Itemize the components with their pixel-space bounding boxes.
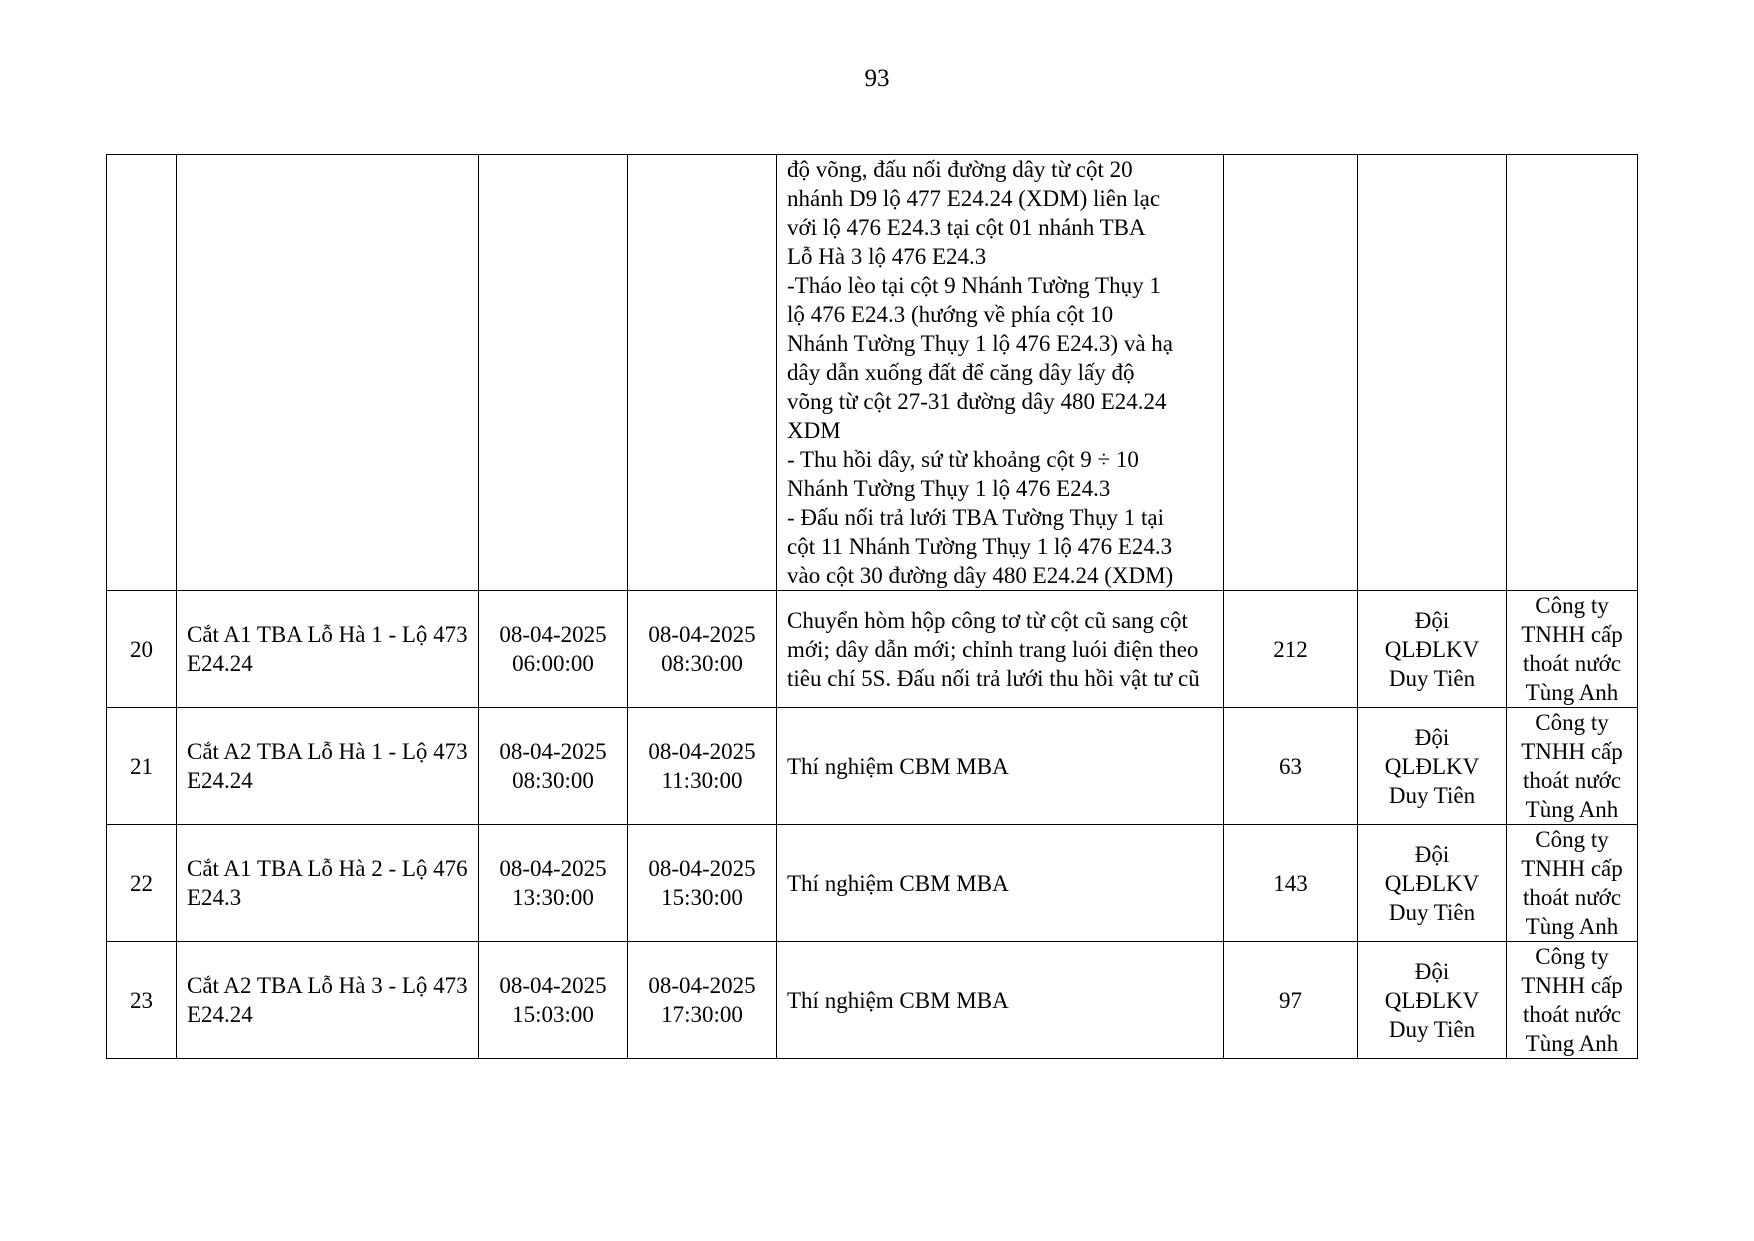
cell-stt: 21 [107, 708, 177, 825]
start-date: 08-04-2025 [499, 622, 607, 647]
cell-unit: Đội QLĐLKV Duy Tiên [1358, 708, 1507, 825]
description-line: võng từ cột 27-31 đường dây 480 E24.24 [787, 389, 1167, 414]
description-line: Nhánh Tường Thụy 1 lộ 476 E24.3 [787, 476, 1111, 501]
description-line: Nhánh Tường Thụy 1 lộ 476 E24.3) và hạ [787, 331, 1173, 356]
description-line: độ võng, đấu nối đường dây từ cột 20 [787, 157, 1133, 182]
description-line: dây dẫn xuống đất để căng dây lấy độ [787, 360, 1135, 385]
cell-name: Cắt A1 TBA Lỗ Hà 2 - Lộ 476 E24.3 [177, 825, 479, 942]
cell-description: Thí nghiệm CBM MBA [777, 825, 1224, 942]
description-line: vào cột 30 đường dây 480 E24.24 (XDM) [787, 563, 1174, 588]
cell-stt: 23 [107, 942, 177, 1059]
end-date: 08-04-2025 [648, 622, 756, 647]
cell-contractor [1507, 155, 1638, 591]
cell-description: Thí nghiệm CBM MBA [777, 708, 1224, 825]
cell-name: Cắt A1 TBA Lỗ Hà 1 - Lộ 473 E24.24 [177, 591, 479, 708]
end-time: 17:30:00 [661, 1002, 743, 1027]
start-date: 08-04-2025 [499, 856, 607, 881]
table-row [107, 942, 1638, 1059]
cell-contractor: Công ty TNHH cấp thoát nước Tùng Anh [1507, 708, 1638, 825]
cell-end [628, 942, 777, 1059]
start-time: 13:30:00 [512, 885, 594, 910]
cell-start [479, 591, 628, 708]
cell-end [628, 825, 777, 942]
description-line: cột 11 Nhánh Tường Thụy 1 lộ 476 E24.3 [787, 534, 1173, 559]
description-line: nhánh D9 lộ 477 E24.24 (XDM) liên lạc [787, 186, 1161, 211]
page-number: 93 [864, 65, 890, 92]
cell-start [479, 708, 628, 825]
end-time: 11:30:00 [661, 768, 743, 793]
cell-unit: Đội QLĐLKV Duy Tiên [1358, 942, 1507, 1059]
cell-unit: Đội QLĐLKV Duy Tiên [1358, 591, 1507, 708]
end-time: 08:30:00 [661, 651, 743, 676]
table-row [107, 591, 1638, 708]
outage-schedule-table [106, 154, 1638, 1059]
start-time: 15:03:00 [512, 1002, 594, 1027]
description-line: lộ 476 E24.3 (hướng về phía cột 10 [787, 302, 1114, 327]
table-row [107, 708, 1638, 825]
cell-unit [1358, 155, 1507, 591]
cell-end [628, 708, 777, 825]
end-date: 08-04-2025 [648, 973, 756, 998]
cell-contractor: Công ty TNHH cấp thoát nước Tùng Anh [1507, 825, 1638, 942]
cell-contractor: Công ty TNHH cấp thoát nước Tùng Anh [1507, 591, 1638, 708]
cell-end [628, 155, 777, 591]
description-line: với lộ 476 E24.3 tại cột 01 nhánh TBA [787, 215, 1146, 240]
table-row-continuation [107, 155, 1638, 591]
start-date: 08-04-2025 [499, 973, 607, 998]
description-line: XDM [787, 418, 841, 443]
description-line: Lỗ Hà 3 lộ 476 E24.3 [787, 244, 987, 269]
cell-start [479, 825, 628, 942]
cell-description: Thí nghiệm CBM MBA [777, 942, 1224, 1059]
cell-customers: 143 [1224, 825, 1358, 942]
start-time: 06:00:00 [512, 651, 594, 676]
description-line: - Thu hồi dây, sứ từ khoảng cột 9 ÷ 10 [787, 447, 1139, 472]
end-time: 15:30:00 [661, 885, 743, 910]
cell-customers: 212 [1224, 591, 1358, 708]
cell-description: Chuyển hòm hộp công tơ từ cột cũ sang cột mới; dây dẫn mới; chỉnh trang luói điện theo tiêu chí 5S. Đấu nối trả lưới thu hồi vật tư cũ [777, 591, 1224, 708]
table-row [107, 825, 1638, 942]
cell-stt: 20 [107, 591, 177, 708]
description-line: -Tháo lèo tại cột 9 Nhánh Tường Thụy 1 [787, 273, 1161, 298]
cell-name: Cắt A2 TBA Lỗ Hà 3 - Lộ 473 E24.24 [177, 942, 479, 1059]
cell-name [177, 155, 479, 591]
start-time: 08:30:00 [512, 768, 594, 793]
cell-stt [107, 155, 177, 591]
cell-start [479, 942, 628, 1059]
start-date: 08-04-2025 [499, 739, 607, 764]
cell-start [479, 155, 628, 591]
cell-unit: Đội QLĐLKV Duy Tiên [1358, 825, 1507, 942]
cell-description [777, 155, 1224, 591]
end-date: 08-04-2025 [648, 739, 756, 764]
cell-name: Cắt A2 TBA Lỗ Hà 1 - Lộ 473 E24.24 [177, 708, 479, 825]
end-date: 08-04-2025 [648, 856, 756, 881]
cell-customers [1224, 155, 1358, 591]
description-line: - Đấu nối trả lưới TBA Tường Thụy 1 tại [787, 505, 1164, 530]
cell-contractor: Công ty TNHH cấp thoát nước Tùng Anh [1507, 942, 1638, 1059]
cell-end [628, 591, 777, 708]
cell-customers: 63 [1224, 708, 1358, 825]
cell-stt: 22 [107, 825, 177, 942]
cell-customers: 97 [1224, 942, 1358, 1059]
